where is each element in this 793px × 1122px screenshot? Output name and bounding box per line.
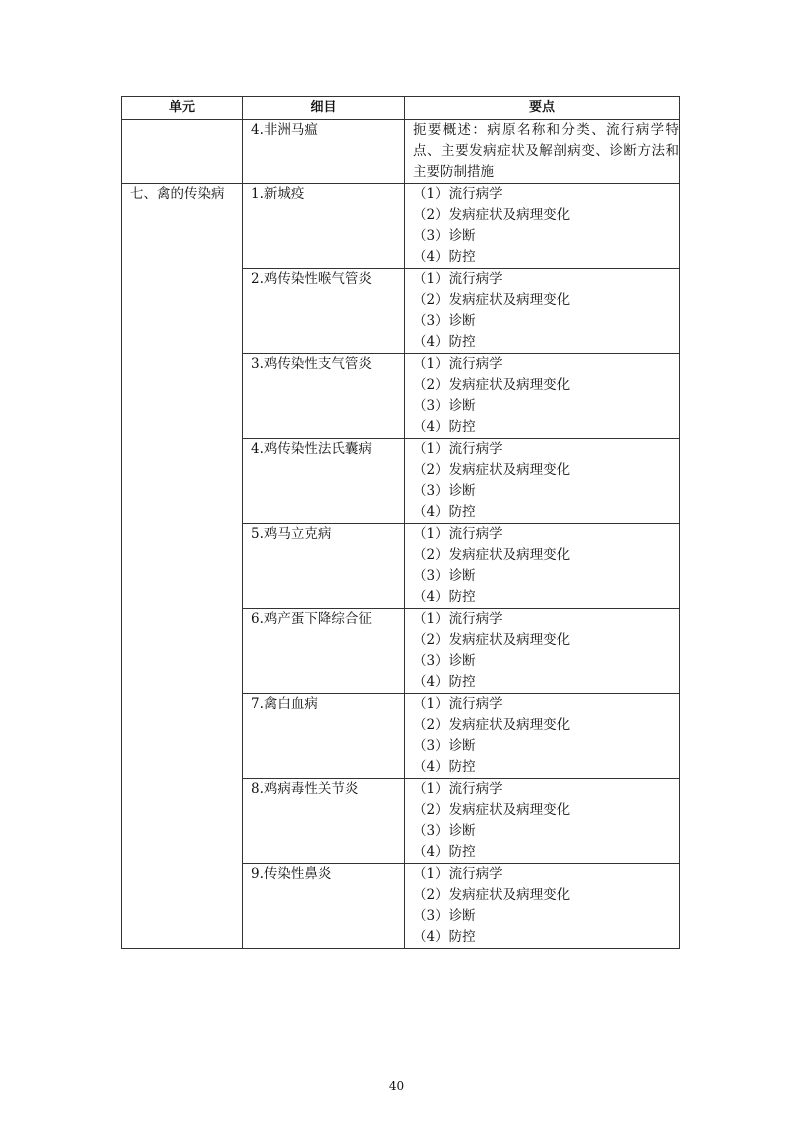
points-cell [405,524,680,609]
point-line: （3）诊断 [413,313,476,329]
column-header-item: 细目 [243,97,405,120]
points-cell [405,864,680,949]
point-line: （1）流行病学 [413,526,503,542]
point-line: （4）防控 [413,589,476,605]
points-cell [405,269,680,354]
points-cell [405,184,680,269]
point-line: （1）流行病学 [413,271,503,287]
point-line: （3）诊断 [413,398,476,414]
point-line: （1）流行病学 [413,696,503,712]
point-line: （2）发病症状及病理变化 [413,632,571,648]
point-line: （4）防控 [413,334,476,350]
description-cell: 扼要概述：病原名称和分类、流行病学特点、主要发病症状及解剖病变、诊断方法和主要防制措施 [405,120,680,184]
point-line: （1）流行病学 [413,611,503,627]
unit-cell [122,120,243,184]
point-line: （2）发病症状及病理变化 [413,292,571,308]
point-line: （2）发病症状及病理变化 [413,547,571,563]
item-cell: 3.鸡传染性支气管炎 [243,354,405,439]
point-line: （2）发病症状及病理变化 [413,377,571,393]
point-line: （3）诊断 [413,483,476,499]
syllabus-table [121,96,680,949]
item-cell: 2.鸡传染性喉气管炎 [243,269,405,354]
points-cell [405,439,680,524]
points-cell [405,609,680,694]
item-cell: 8.鸡病毒性关节炎 [243,779,405,864]
item-cell: 4.非洲马瘟 [243,120,405,184]
item-cell: 6.鸡产蛋下降综合征 [243,609,405,694]
item-cell: 1.新城疫 [243,184,405,269]
table-row [122,184,680,269]
point-line: （1）流行病学 [413,356,503,372]
point-line: （3）诊断 [413,653,476,669]
item-cell: 5.鸡马立克病 [243,524,405,609]
item-cell: 7.禽白血病 [243,694,405,779]
table-header-row [122,97,680,120]
table-row [122,120,680,184]
point-line: （3）诊断 [413,738,476,754]
point-line: （4）防控 [413,929,476,945]
point-line: （4）防控 [413,249,476,265]
point-line: （4）防控 [413,674,476,690]
point-line: （2）发病症状及病理变化 [413,462,571,478]
point-line: （3）诊断 [413,568,476,584]
point-line: （4）防控 [413,419,476,435]
point-line: （3）诊断 [413,908,476,924]
column-header-points: 要点 [405,97,680,120]
points-cell [405,354,680,439]
column-header-unit: 单元 [122,97,243,120]
point-line: （3）诊断 [413,228,476,244]
point-line: （4）防控 [413,504,476,520]
item-cell: 4.鸡传染性法氏囊病 [243,439,405,524]
item-cell: 9.传染性鼻炎 [243,864,405,949]
point-line: （1）流行病学 [413,186,503,202]
point-line: （1）流行病学 [413,781,503,797]
point-line: （2）发病症状及病理变化 [413,887,571,903]
point-line: （1）流行病学 [413,441,503,457]
point-line: （4）防控 [413,759,476,775]
point-line: （3）诊断 [413,823,476,839]
point-line: （2）发病症状及病理变化 [413,207,571,223]
point-line: （2）发病症状及病理变化 [413,802,571,818]
page-number: 40 [388,1079,405,1093]
point-line: （1）流行病学 [413,866,503,882]
points-cell [405,694,680,779]
point-line: （4）防控 [413,844,476,860]
point-line: （2）发病症状及病理变化 [413,717,571,733]
unit-cell: 七、禽的传染病 [122,184,243,949]
points-cell [405,779,680,864]
